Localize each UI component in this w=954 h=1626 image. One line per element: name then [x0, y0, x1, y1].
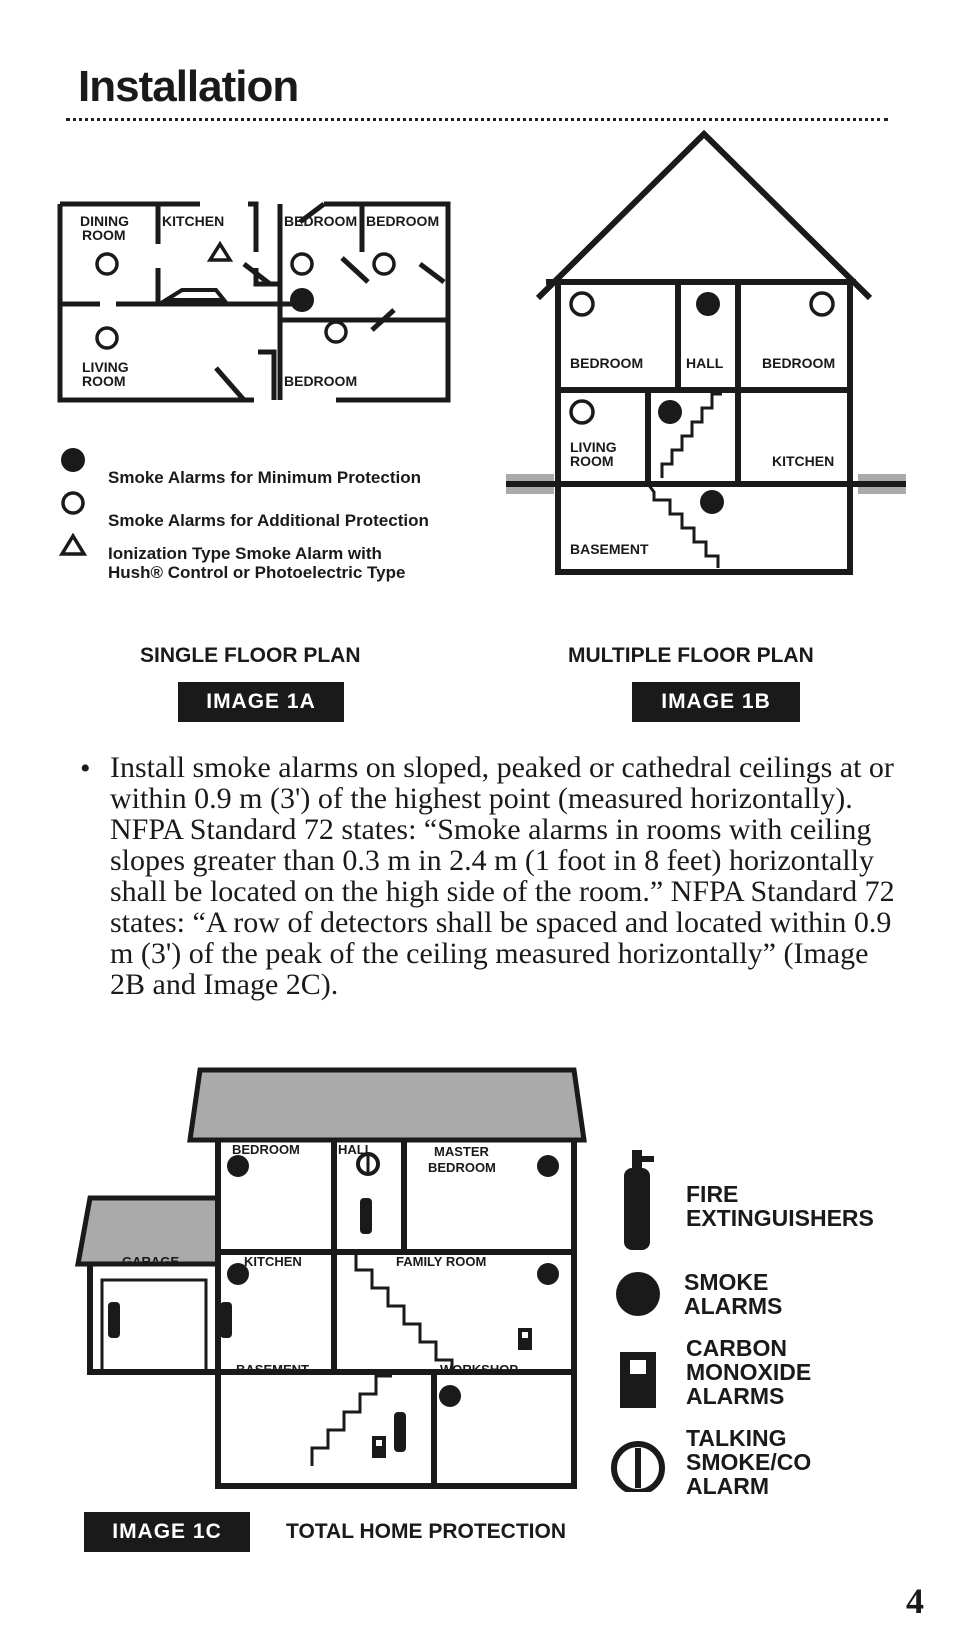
ionization-alarm-icon	[210, 244, 230, 260]
alarm-minimum-icon	[658, 400, 682, 424]
legend-ionization	[108, 544, 405, 582]
image-1b-tag: IMAGE 1B	[632, 682, 800, 722]
room-label: LIVING	[570, 439, 617, 455]
room-label: GARAGE	[122, 1254, 180, 1269]
fire-extinguisher-icon	[360, 1198, 372, 1234]
legend-fire-extinguishers	[686, 1182, 874, 1230]
co-alarm-icon	[518, 1328, 532, 1350]
talking-alarm-icon	[614, 1444, 662, 1492]
legend-co-alarms	[686, 1336, 811, 1408]
smoke-alarm-icon	[439, 1385, 461, 1407]
room-label: BEDROOM	[366, 213, 440, 229]
caption-single-floor: SINGLE FLOOR PLAN	[140, 644, 361, 667]
multiple-floor-plan	[506, 128, 906, 580]
caption-multiple-floor: MULTIPLE FLOOR PLAN	[568, 644, 814, 667]
legend-minimum: Smoke Alarms for Minimum Protection	[108, 468, 421, 487]
smoke-alarm-icon	[616, 1272, 660, 1316]
alarm-additional-icon	[97, 254, 117, 274]
talking-alarm-icon	[358, 1154, 378, 1174]
legend-a-icons	[58, 446, 88, 576]
fire-extinguisher-icon	[220, 1302, 232, 1338]
room-label: MASTER	[434, 1144, 489, 1159]
smoke-alarm-icon	[227, 1155, 249, 1177]
legend-line: SMOKE	[684, 1269, 769, 1295]
bullet: •	[80, 752, 91, 785]
fire-extinguisher-icon	[394, 1412, 406, 1452]
alarm-additional-icon	[374, 254, 394, 274]
smoke-alarm-icon	[537, 1155, 559, 1177]
body-paragraph: Install smoke alarms on sloped, peaked or cathedral ceilings at or within 0.9 m (3') of the highest point (measured horizontally). NFPA Standard 72 states: “Smoke alarms in rooms with ceiling slopes greater than 0.3 m in 2.4 m (1 foot in 8 feet) horizontally shall be located on the high side of the room.” NFPA Standard 72 states: “A row of detectors shall be spaced and located within 0.9 m (3') of the peak of the ceiling measured horizontally” (Image 2B and Image 2C).	[110, 751, 895, 1001]
room-label: KITCHEN	[772, 453, 835, 469]
co-alarm-icon	[372, 1436, 386, 1458]
fire-extinguisher-icon	[108, 1302, 120, 1338]
room-label: WORKSHOP	[440, 1362, 518, 1377]
smoke-alarm-icon	[537, 1263, 559, 1285]
fire-extinguisher-icon	[624, 1150, 654, 1250]
alarm-additional-icon	[571, 401, 593, 423]
alarm-minimum-icon	[700, 490, 724, 514]
room-label: BEDROOM	[570, 355, 644, 371]
legend-ionization-line1: Ionization Type Smoke Alarm with	[108, 544, 382, 563]
image-1c-tag: IMAGE 1C	[84, 1512, 250, 1552]
room-label: BEDROOM	[232, 1142, 300, 1157]
caption-total-home: TOTAL HOME PROTECTION	[286, 1520, 567, 1543]
room-label: BEDROOM	[428, 1160, 496, 1175]
single-floor-alarms	[56, 200, 456, 406]
room-label: KITCHEN	[244, 1254, 302, 1269]
legend-line: MONOXIDE	[686, 1359, 812, 1385]
alarm-additional-icon	[63, 493, 83, 513]
dotted-divider	[66, 118, 888, 121]
legend-smoke-alarms	[684, 1270, 782, 1318]
room-label: FAMILY ROOM	[396, 1254, 487, 1269]
legend-ionization-line2: Hush® Control or Photoelectric Type	[108, 563, 406, 582]
legend-talking-alarm	[686, 1426, 811, 1498]
room-label: BASEMENT	[570, 541, 649, 557]
alarm-minimum-icon	[290, 288, 314, 312]
ionization-alarm-icon	[62, 536, 84, 554]
room-label: BEDROOM	[284, 213, 358, 229]
legend-line: ALARM	[686, 1473, 770, 1499]
alarm-additional-icon	[292, 254, 312, 274]
room-label: HALL	[338, 1142, 373, 1157]
alarm-minimum-icon	[61, 448, 85, 472]
page-number: 4	[906, 1581, 924, 1621]
legend-line: CARBON	[686, 1335, 787, 1361]
legend-line: TALKING	[686, 1425, 787, 1451]
room-label: LIVING	[82, 359, 129, 375]
legend-line: SMOKE/CO	[686, 1449, 812, 1475]
alarm-additional-icon	[97, 328, 117, 348]
room-label: DINING	[80, 213, 129, 229]
legend-line: ALARMS	[684, 1293, 783, 1319]
room-label: BEDROOM	[762, 355, 836, 371]
room-label: ROOM	[82, 373, 126, 389]
legend-line: ALARMS	[686, 1383, 785, 1409]
room-label: ROOM	[82, 227, 126, 243]
page-title: Installation	[78, 62, 299, 111]
room-label: BEDROOM	[284, 373, 358, 389]
legend-additional: Smoke Alarms for Additional Protection	[108, 511, 429, 530]
co-alarm-icon	[620, 1352, 656, 1408]
total-home-plan	[72, 1066, 592, 1496]
legend-line: FIRE	[686, 1181, 739, 1207]
room-label: HALL	[686, 355, 724, 371]
room-label: BASEMENT	[236, 1362, 309, 1377]
legend-c-icons	[610, 1146, 672, 1492]
room-label: KITCHEN	[162, 213, 225, 229]
alarm-additional-icon	[571, 293, 593, 315]
room-label: ROOM	[570, 453, 614, 469]
legend-line: EXTINGUISHERS	[686, 1205, 874, 1231]
alarm-minimum-icon	[696, 292, 720, 316]
alarm-additional-icon	[326, 322, 346, 342]
alarm-additional-icon	[811, 293, 833, 315]
image-1a-tag: IMAGE 1A	[178, 682, 344, 722]
